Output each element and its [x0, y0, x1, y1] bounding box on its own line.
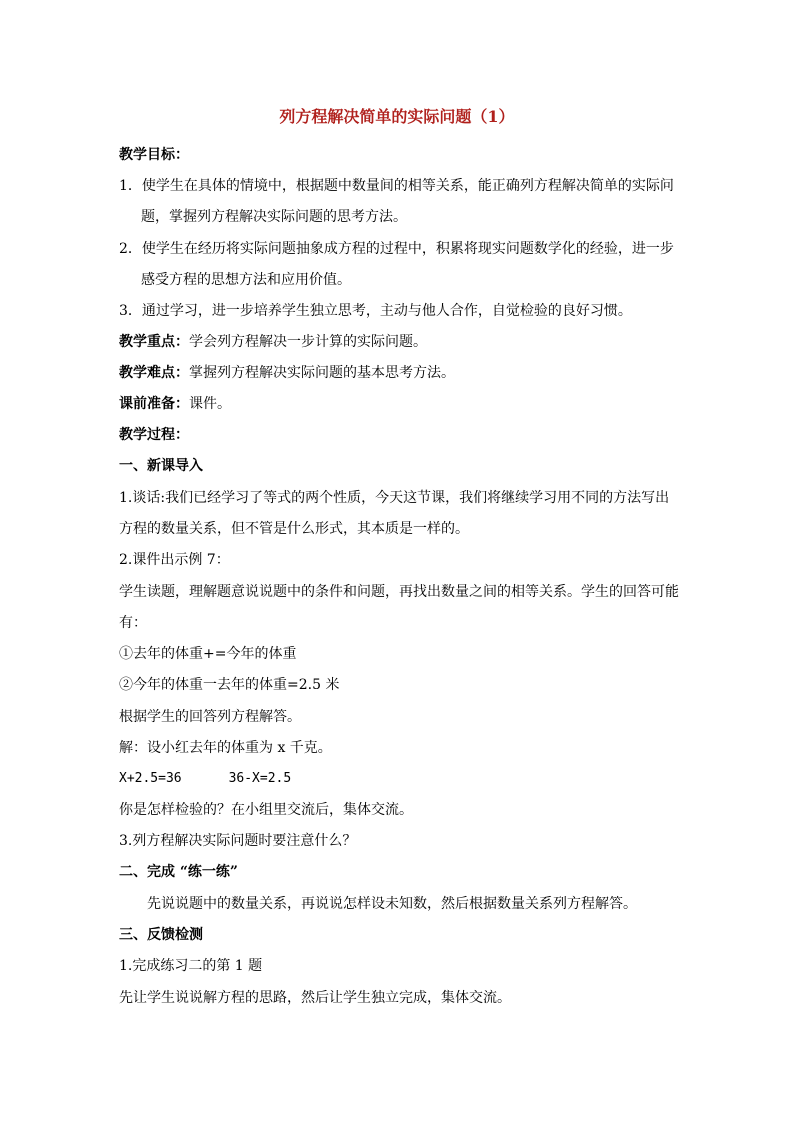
example-line: 2.课件出示例 7：: [119, 552, 230, 568]
preparation-label: 课前准备：: [119, 396, 189, 412]
talk-line1: 1.谈话:我们已经学习了等式的两个性质，今天这节课，我们将继续学习用不同的方法写出: [119, 490, 670, 506]
difficulty-label: 教学难点：: [119, 365, 189, 381]
objectives-heading: 教学目标：: [119, 147, 189, 163]
objective-2-line1: 2．使学生在经历将实际问题抽象成方程的过程中，积累将现实问题数学化的经验，进一步: [119, 241, 674, 257]
objective-1-line2: 题，掌握列方程解决实际问题的思考方法。: [141, 209, 407, 225]
objective-1-line1: 1．使学生在具体的情境中，根据题中数量间的相等关系，能正确列方程解决简单的实际问: [119, 178, 674, 194]
process-heading: 教学过程：: [119, 427, 189, 443]
page-title: 列方程解决简单的实际问题（1）: [279, 107, 515, 126]
equations: X+2.5=36 36-X=2.5: [119, 771, 292, 786]
check-line: 你是怎样检验的？在小组里交流后，集体交流。: [119, 802, 413, 818]
answer-2: ②今年的体重一去年的体重=2.5 米: [119, 677, 340, 693]
objective-3: 3．通过学习，进一步培养学生独立思考，主动与他人合作，自觉检验的良好习惯。: [119, 303, 632, 319]
section2-heading: 二、完成 “练一练”: [119, 864, 238, 880]
key-point-label: 教学重点：: [119, 334, 189, 350]
key-point: [119, 332, 679, 352]
attention-line: 3.列方程解决实际问题时要注意什么？: [119, 833, 357, 849]
difficulty-text: 掌握列方程解决实际问题的基本思考方法。: [189, 365, 455, 381]
preparation-text: 课件。: [189, 396, 231, 412]
answer-1: ①去年的体重+=今年的体重: [119, 646, 297, 662]
read-line2: 有：: [119, 615, 147, 631]
solve-by-answer: 根据学生的回答列方程解答。: [119, 709, 301, 725]
section2-text: 先说说题中的数量关系，再说说怎样设未知数，然后根据数量关系列方程解答。: [147, 896, 637, 912]
section1-heading: 一、新课导入: [119, 458, 203, 474]
objective-2-line2: 感受方程的思想方法和应用价值。: [141, 272, 351, 288]
read-line1: 学生读题，理解题意说说题中的条件和问题，再找出数量之间的相等关系。学生的回答可能: [119, 584, 679, 600]
section3-heading: 三、反馈检测: [119, 927, 203, 943]
solution: 解：设小红去年的体重为 x 千克。: [119, 740, 332, 756]
difficulty: [119, 363, 679, 383]
key-point-text: 学会列方程解决一步计算的实际问题。: [189, 334, 427, 350]
preparation: [119, 394, 679, 414]
section3-item1: 1.完成练习二的第 1 题: [119, 958, 263, 974]
section3-item1-text: 先让学生说说解方程的思路，然后让学生独立完成，集体交流。: [119, 990, 511, 1006]
talk-line2: 方程的数量关系，但不管是什么形式，其本质是一样的。: [119, 521, 469, 537]
